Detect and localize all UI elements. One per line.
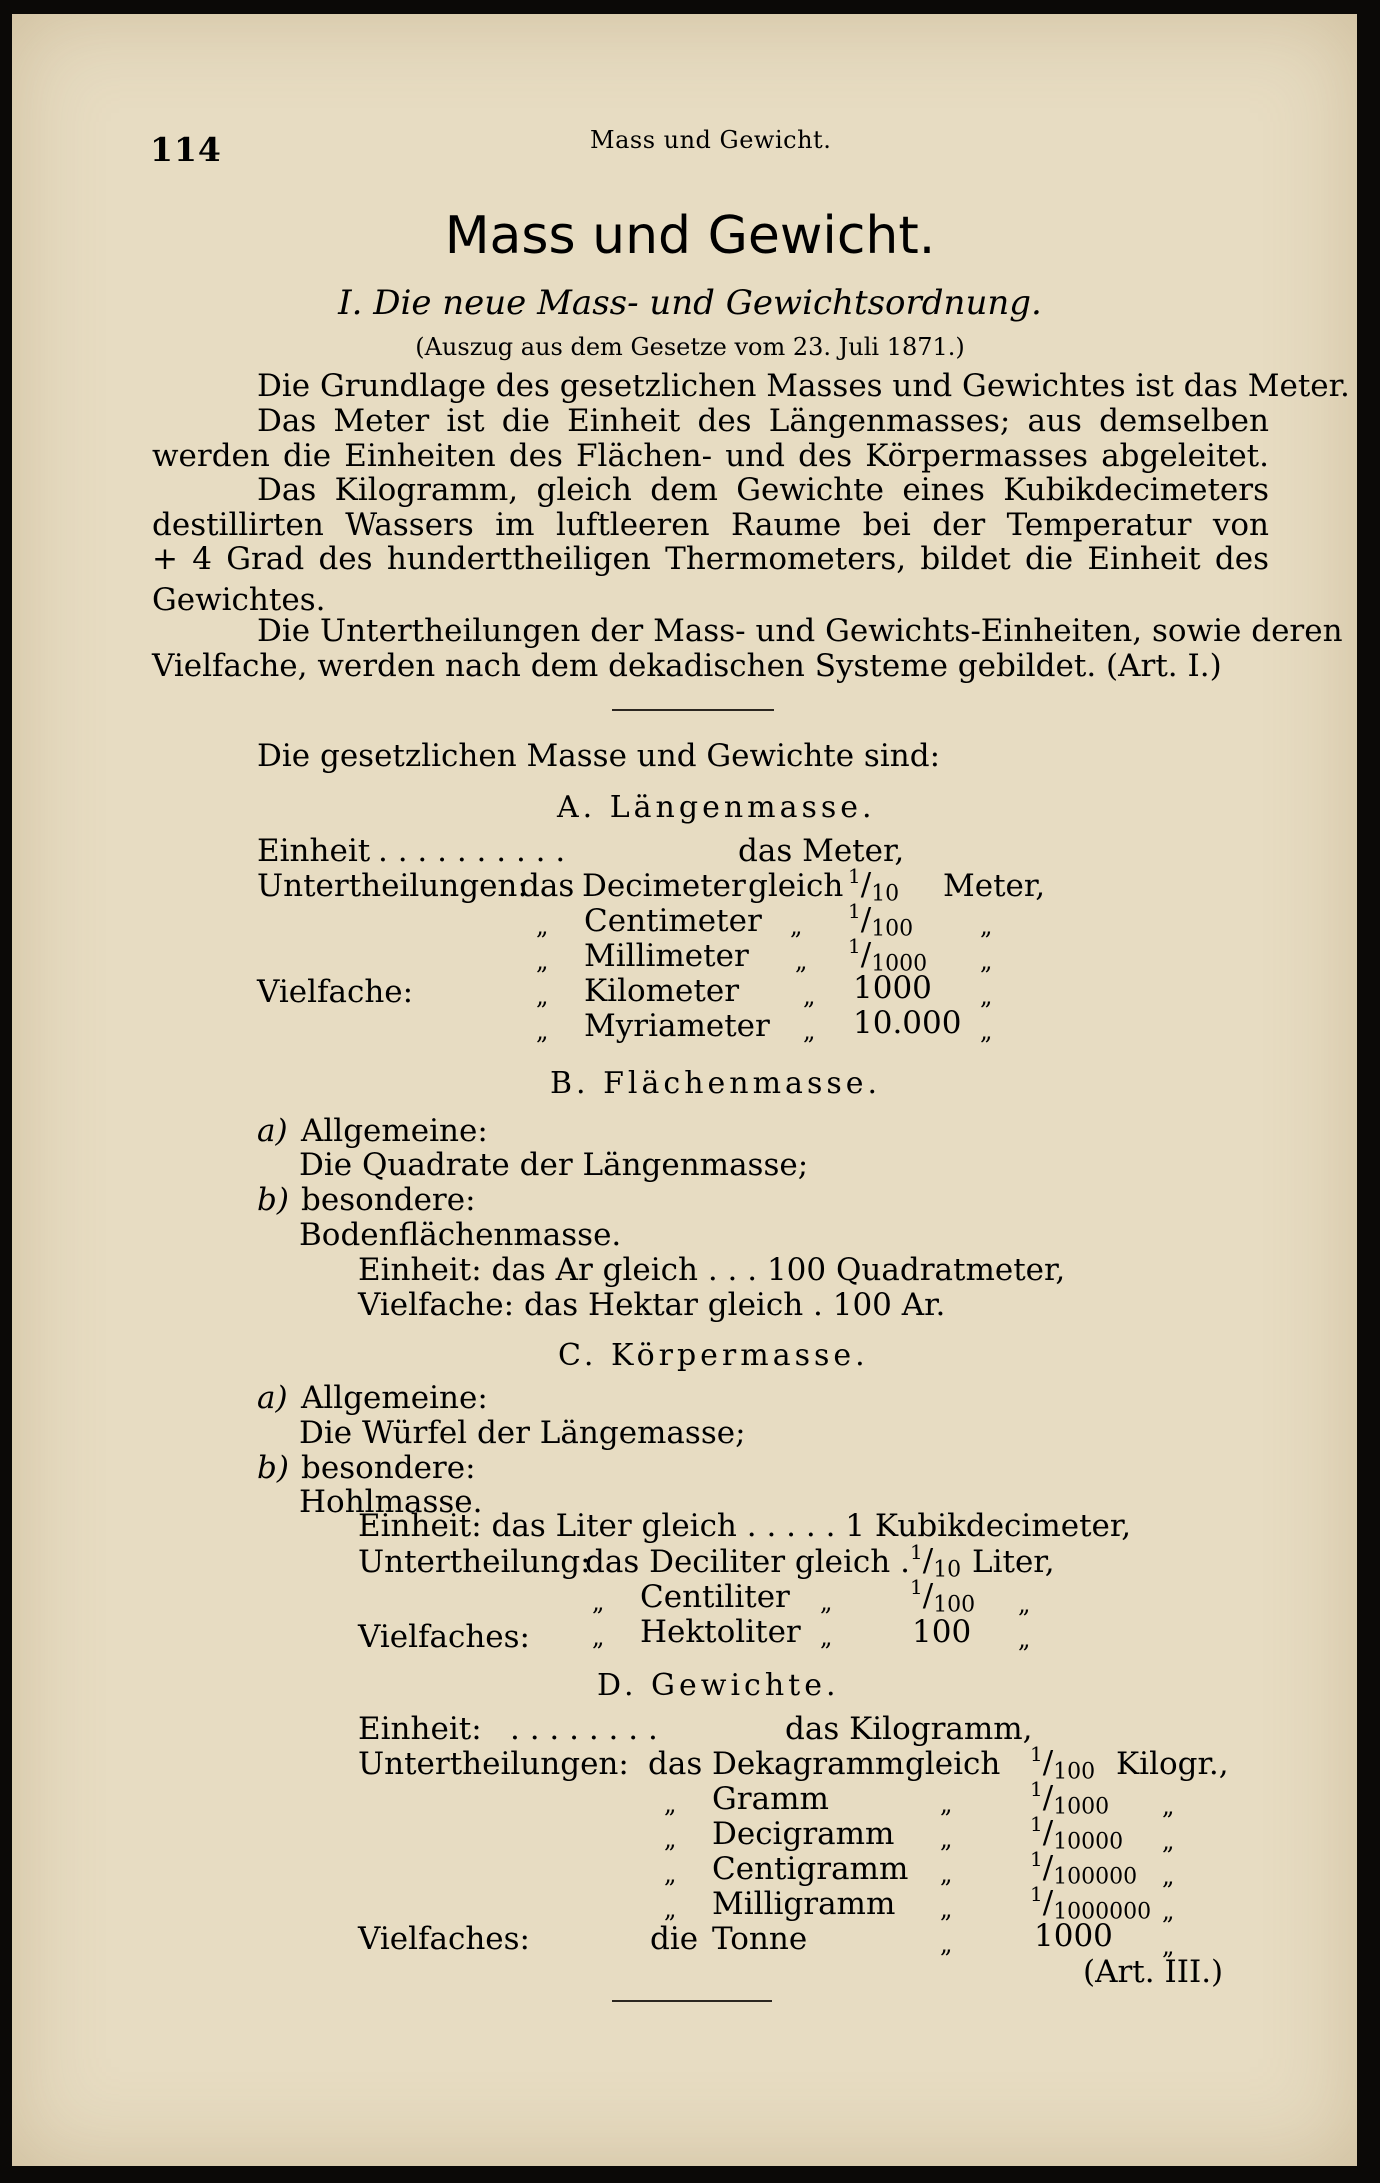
ditto-mark: „	[940, 1895, 953, 1923]
c-vielfaches-label: Vielfaches:	[358, 1619, 530, 1655]
a-unit-name: Decimeter	[582, 868, 746, 904]
ditto-mark: „	[940, 1825, 953, 1853]
divider	[612, 709, 774, 711]
c-b-text: Hohlmasse.	[299, 1484, 483, 1520]
ditto-mark: „	[980, 912, 993, 940]
intro-line: Vielfache, werden nach dem dekadischen Systeme gebildet. (Art. I.)	[152, 648, 1222, 684]
a-fraction: $^1$/1000	[848, 934, 928, 977]
b-a-text: Die Quadrate der Längenmasse;	[299, 1147, 809, 1183]
list-intro: Die gesetzlichen Masse und Gewichte sind:	[257, 738, 941, 774]
b-b-label: besondere:	[301, 1182, 476, 1218]
ditto-mark: „	[940, 1930, 953, 1958]
ditto-mark: „	[1018, 1625, 1031, 1653]
list-marker: a)	[257, 1380, 288, 1416]
intro-line: destillirten Wassers im luftleeren Raume bei der Temperatur von	[152, 507, 1269, 543]
list-marker: b)	[257, 1182, 289, 1218]
ditto-mark: „	[1162, 1862, 1175, 1890]
a-unit-word: Meter,	[943, 868, 1046, 904]
ditto-mark: „	[664, 1895, 677, 1923]
ditto-mark: „	[536, 912, 549, 940]
d-einheit-dots: . . . . . . . .	[510, 1711, 658, 1747]
intro-line: Gewichtes.	[152, 582, 326, 618]
a-unit-name: Myriameter	[584, 1008, 770, 1044]
d-das: das	[648, 1746, 703, 1782]
ditto-mark: „	[1018, 1590, 1031, 1618]
ditto-mark: „	[536, 1017, 549, 1045]
d-fraction: $^1$/1000	[1030, 1777, 1110, 1820]
ditto-mark: „	[980, 1017, 993, 1045]
c-fraction: $^1$/10	[910, 1540, 962, 1583]
ditto-mark: „	[820, 1588, 833, 1616]
d-einheit-label: Einheit:	[358, 1711, 482, 1747]
d-tonne: Tonne	[712, 1921, 808, 1957]
intro-line: + 4 Grad des hunderttheiligen Thermometers, bildet die Einheit des	[152, 541, 1269, 577]
c-centiliter: Centiliter	[640, 1579, 790, 1615]
a-gleich: gleich	[748, 868, 844, 904]
a-einheit-dots: . . . . . . . . . .	[378, 833, 566, 869]
a-das: das	[520, 868, 575, 904]
section-heading-b: B. Flächenmasse.	[550, 1066, 882, 1101]
list-marker: a)	[257, 1113, 288, 1149]
a-einheit-value: das Meter,	[738, 833, 905, 869]
b-einheit: Einheit: das Ar gleich . . . 100 Quadratmeter,	[358, 1252, 1066, 1288]
a-value: 10.000	[853, 1005, 962, 1041]
c-b-label: besondere:	[301, 1450, 476, 1486]
d-fraction: $^1$/1000000	[1030, 1882, 1152, 1925]
divider	[612, 2000, 772, 2002]
d-unter-label: Untertheilungen:	[358, 1746, 629, 1782]
c-einheit: Einheit: das Liter gleich . . . . . 1 Kubikdecimeter,	[358, 1508, 1132, 1544]
ditto-mark: „	[536, 947, 549, 975]
ditto-mark: „	[1162, 1897, 1175, 1925]
section-heading-d: D. Gewichte.	[597, 1668, 840, 1703]
ditto-mark: „	[820, 1623, 833, 1651]
a-fraction: $^1$/10	[848, 864, 900, 907]
ditto-mark: „	[1162, 1792, 1175, 1820]
ditto-mark: „	[664, 1790, 677, 1818]
c-a-label: Allgemeine:	[301, 1380, 488, 1416]
ditto-mark: „	[790, 912, 803, 940]
d-gleich: gleich	[905, 1746, 1001, 1782]
d-unit-name: Centigramm	[712, 1851, 909, 1887]
article-reference: (Art. III.)	[1083, 1954, 1224, 1990]
c-unter-unit: Liter,	[972, 1544, 1055, 1580]
a-vielfache-label: Vielfache:	[257, 974, 414, 1010]
a-einheit-label: Einheit	[257, 833, 371, 869]
a-value: 1000	[853, 970, 932, 1006]
ditto-mark: „	[940, 1860, 953, 1888]
b-vielfache: Vielfache: das Hektar gleich . 100 Ar.	[358, 1287, 946, 1323]
a-fraction: $^1$/100	[848, 899, 914, 942]
intro-line: werden die Einheiten des Flächen- und des Körpermasses abgeleitet.	[152, 438, 1269, 474]
ditto-mark: „	[803, 982, 816, 1010]
c-hektoliter: Hektoliter	[640, 1614, 801, 1650]
c-unter-label: Untertheilung:	[358, 1544, 591, 1580]
list-marker: b)	[257, 1450, 289, 1486]
intro-line: Die Grundlage des gesetzlichen Masses und Gewichtes ist das Meter.	[257, 368, 1350, 404]
d-fraction: $^1$/100000	[1030, 1847, 1138, 1890]
a-unit-name: Millimeter	[584, 938, 749, 974]
ditto-mark: „	[664, 1825, 677, 1853]
d-unit-name: Dekagramm	[712, 1746, 905, 1782]
page-title: Mass und Gewicht.	[444, 206, 936, 266]
intro-line: Das Meter ist die Einheit des Längenmasses; aus demselben	[257, 403, 1269, 439]
ditto-mark: „	[592, 1588, 605, 1616]
d-tonne-value: 1000	[1034, 1918, 1113, 1954]
ditto-mark: „	[1162, 1932, 1175, 1960]
ditto-mark: „	[940, 1790, 953, 1818]
ditto-mark: „	[980, 947, 993, 975]
ditto-mark: „	[795, 947, 808, 975]
c-unter-text: das Deciliter gleich .	[585, 1544, 910, 1580]
d-vielfaches-label: Vielfaches:	[358, 1921, 530, 1957]
d-fraction: $^1$/100	[1030, 1742, 1096, 1785]
d-fraction: $^1$/10000	[1030, 1812, 1124, 1855]
ditto-mark: „	[803, 1017, 816, 1045]
c-fraction: $^1$/100	[910, 1575, 976, 1618]
c-hekto-value: 100	[912, 1614, 972, 1650]
intro-line: Die Untertheilungen der Mass- und Gewichts-Einheiten, sowie deren	[257, 613, 1343, 649]
d-unit-name: Decigramm	[712, 1816, 895, 1852]
b-a-label: Allgemeine:	[301, 1113, 488, 1149]
d-unit-word: Kilogr.,	[1116, 1746, 1229, 1782]
ditto-mark: „	[980, 982, 993, 1010]
ditto-mark: „	[592, 1623, 605, 1651]
ditto-mark: „	[1162, 1827, 1175, 1855]
a-unit-name: Kilometer	[584, 973, 740, 1009]
section-heading-a: A. Längenmasse.	[557, 790, 876, 825]
d-einheit-value: das Kilogramm,	[785, 1711, 1033, 1747]
intro-line: Das Kilogramm, gleich dem Gewichte eines Kubikdecimeters	[257, 472, 1269, 508]
ditto-mark: „	[536, 982, 549, 1010]
source-note: (Auszug aus dem Gesetze vom 23. Juli 1871.)	[415, 333, 965, 361]
c-a-text: Die Würfel der Längemasse;	[299, 1415, 746, 1451]
subtitle: I. Die neue Mass- und Gewichtsordnung.	[338, 283, 1042, 323]
d-unit-name: Gramm	[712, 1781, 829, 1817]
b-b-text: Bodenflächenmasse.	[299, 1217, 622, 1253]
running-head: Mass und Gewicht.	[590, 126, 832, 154]
ditto-mark: „	[664, 1860, 677, 1888]
d-die: die	[650, 1921, 699, 1957]
a-unter-label: Untertheilungen:	[257, 868, 528, 904]
a-unit-name: Centimeter	[584, 903, 762, 939]
section-heading-c: C. Körpermasse.	[558, 1338, 869, 1373]
page-number: 114	[150, 130, 222, 169]
d-unit-name: Milligramm	[712, 1886, 896, 1922]
